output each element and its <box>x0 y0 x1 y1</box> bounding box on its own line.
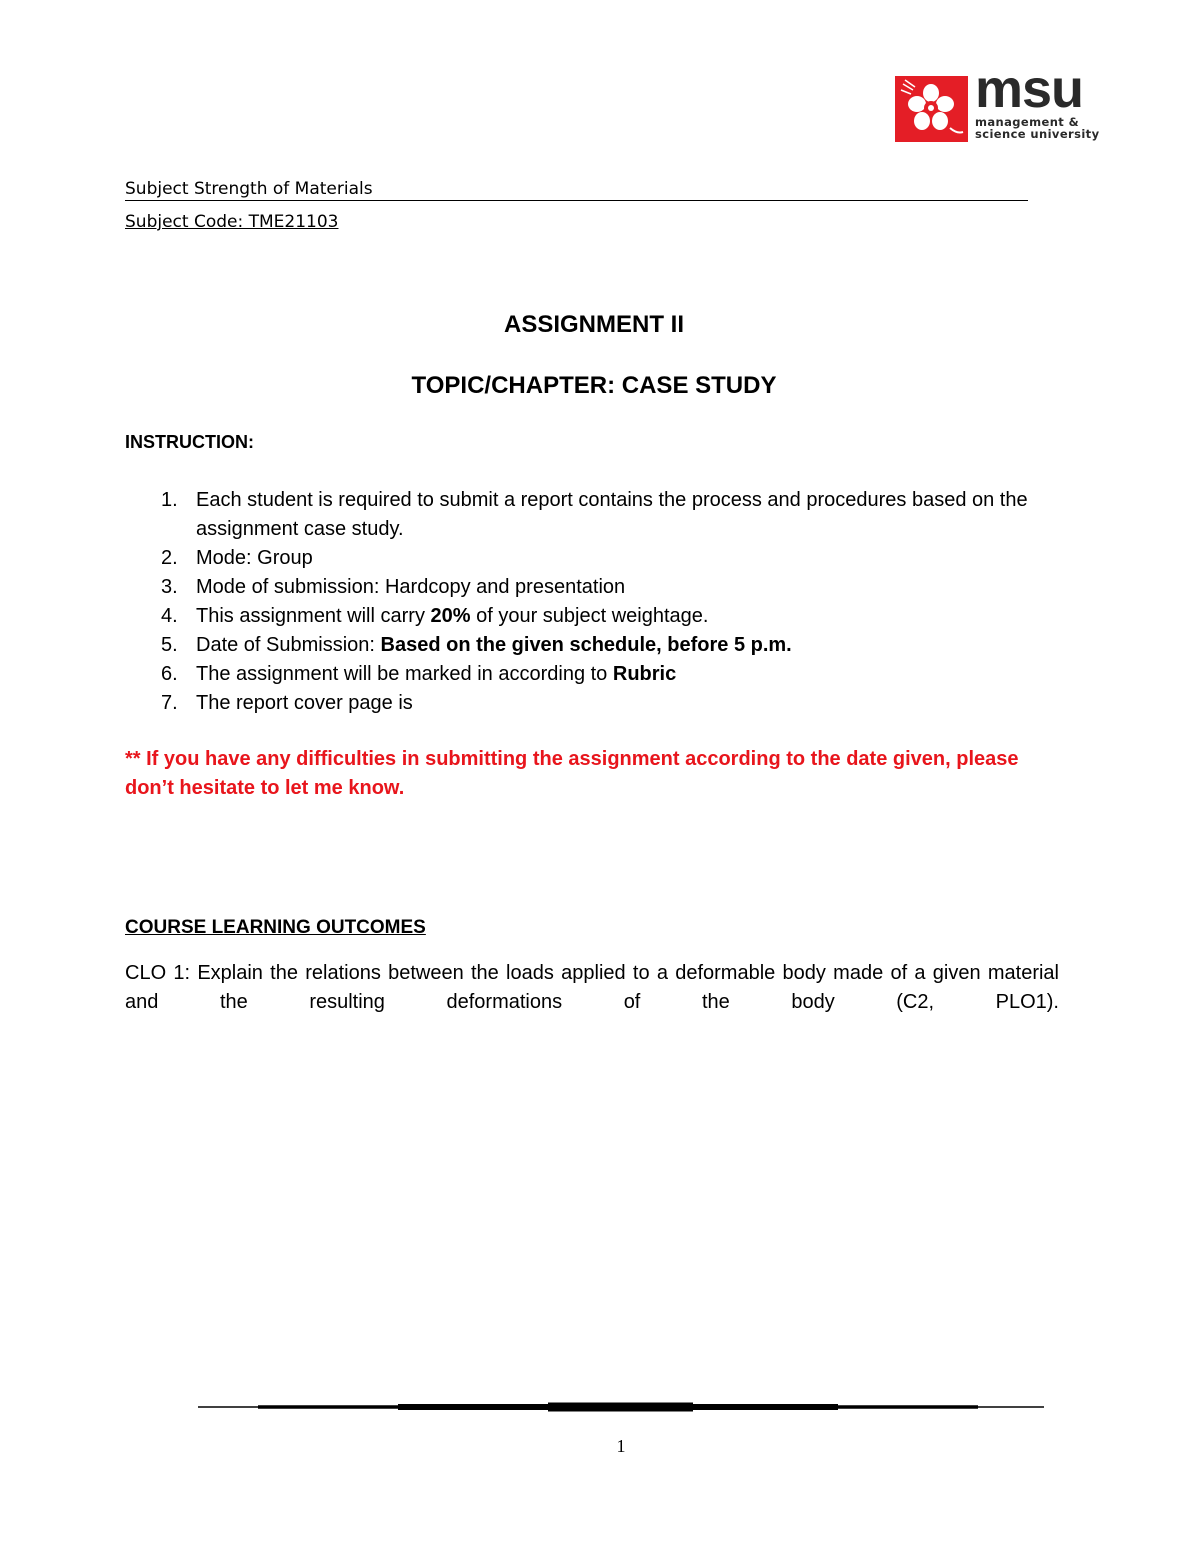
list-item-bold: Rubric <box>612 663 677 685</box>
hibiscus-flower-icon <box>895 76 968 142</box>
list-item-text: of your subject weightage. <box>470 605 709 627</box>
list-item <box>125 602 1065 631</box>
list-item-text: Each student is required to submit a report contains the process and procedures based on the assignment case study. <box>196 489 1028 540</box>
list-item-bold: Based on the given schedule, before 5 p.m. <box>380 634 792 656</box>
subject-name: Subject Strength of Materials <box>125 178 1028 201</box>
list-item <box>125 486 1065 544</box>
list-number: 5. <box>161 634 178 656</box>
list-number: 6. <box>161 663 178 685</box>
clo-heading: COURSE LEARNING OUTCOMES <box>125 917 426 938</box>
list-item <box>125 573 1065 602</box>
list-item <box>125 689 1065 718</box>
page-number: 1 <box>616 1436 626 1456</box>
clo-text: CLO 1: Explain the relations between the loads applied to a deformable body made of a given material and the resulting deformations of the body (C2, PLO1). <box>125 962 1059 1013</box>
list-number: 1. <box>161 489 178 511</box>
list-item-text: Mode of submission: Hardcopy and presentation <box>196 576 626 598</box>
list-number: 2. <box>161 547 178 569</box>
list-item <box>125 631 1065 660</box>
list-item-text: Mode: Group <box>196 547 313 569</box>
list-item-text: This assignment will carry <box>196 605 431 627</box>
logo-tagline-line2: science university <box>975 127 1100 141</box>
list-number: 4. <box>161 605 178 627</box>
list-item-text: The assignment will be marked in according to <box>196 663 613 685</box>
list-item <box>125 544 1065 573</box>
list-item <box>125 660 1065 689</box>
warning-note: ** If you have any difficulties in submitting the assignment according to the date given, please don’t hesitate to let me know. <box>125 748 1019 799</box>
list-item-text: Date of Submission: <box>196 634 381 656</box>
list-number: 3. <box>161 576 178 598</box>
logo-tagline <box>975 116 1099 140</box>
topic-title: TOPIC/CHAPTER: CASE STUDY <box>411 372 777 399</box>
msu-logo <box>895 59 1110 142</box>
list-number: 7. <box>161 692 178 714</box>
list-item-text: The report cover page is <box>196 692 413 714</box>
instruction-list <box>125 486 1065 718</box>
list-item-bold: 20% <box>430 605 471 627</box>
subject-code: Subject Code: TME21103 <box>125 212 339 232</box>
footer-divider <box>198 1398 1044 1416</box>
logo-wordmark: msu <box>975 59 1084 119</box>
assignment-title: ASSIGNMENT II <box>503 311 684 338</box>
instruction-label: INSTRUCTION: <box>125 432 254 452</box>
logo-tagline-line1: management & <box>975 115 1080 129</box>
